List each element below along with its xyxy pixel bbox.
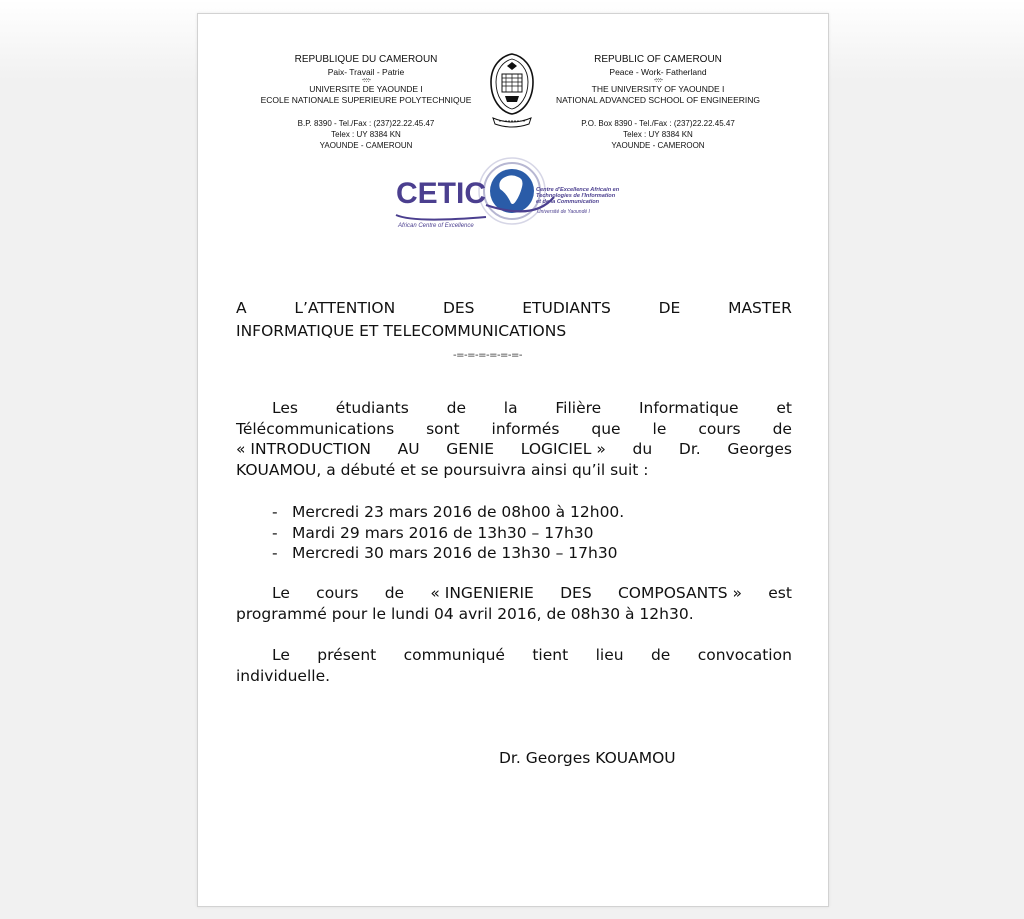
word: de <box>446 399 466 417</box>
schedule-list <box>272 502 828 564</box>
word: présent <box>317 646 377 664</box>
word: de <box>384 584 405 602</box>
word: de <box>772 419 792 438</box>
header-left-motto: Paix- Travail - Patrie <box>327 67 405 77</box>
logo-name: CETIC <box>396 177 486 210</box>
word: Le <box>272 584 290 602</box>
title-word: MASTER <box>728 299 792 317</box>
word: sont <box>426 419 460 438</box>
header-right-motto: Peace - Work- Fatherland <box>609 67 707 77</box>
title-word: DE <box>658 299 681 317</box>
title-word: ETUDIANTS <box>522 299 611 317</box>
header-left <box>236 52 496 151</box>
header-right-school: NATIONAL ADVANCED SCHOOL OF ENGINEERING <box>555 95 761 105</box>
title-word: DES <box>442 299 475 317</box>
logo-desc-1: Centre d'Excellence Africain en <box>536 187 620 193</box>
word: lieu <box>595 646 624 664</box>
header-left-school: ECOLE NATIONALE SUPERIEURE POLYTECHNIQUE <box>260 95 472 105</box>
title-ornament: -=-=-=-=-=-=- <box>453 350 523 361</box>
header-right-university: THE UNIVERSITY OF YAOUNDE I <box>591 84 725 94</box>
cetic-logo <box>394 157 654 229</box>
word: Dr. <box>678 440 701 458</box>
word: communiqué <box>403 646 505 664</box>
logo-desc-4: Université de Yaoundé I <box>537 209 590 215</box>
paragraph-course <box>236 583 792 624</box>
logo-desc-3: et de la Communication <box>536 199 600 205</box>
document-page <box>197 13 829 907</box>
logo-desc-2: Technologies de l'Information <box>536 193 616 199</box>
paragraph-intro-last-line: KOUAMOU, a débuté et se poursuivra ainsi qu’il suit : <box>236 460 649 479</box>
header-right-separator: -:-:-:- <box>653 77 663 84</box>
header-left-address-2: Telex : UY 8384 KN <box>331 130 401 139</box>
word: Le <box>272 646 290 664</box>
word: LOGICIEL » <box>520 440 606 458</box>
word: Les <box>272 399 298 417</box>
word: Georges <box>727 440 792 458</box>
header-right-address-2: Telex : UY 8384 KN <box>623 130 693 139</box>
paragraph-course-last-line: programmé pour le lundi 04 avril 2016, de 08h30 à 12h30. <box>236 604 694 623</box>
header-left-country: REPUBLIQUE DU CAMEROUN <box>294 54 438 65</box>
signature: Dr. Georges KOUAMOU <box>499 749 676 767</box>
header-left-address-1: B.P. 8390 - Tel./Fax : (237)22.22.45.47 <box>297 119 435 128</box>
paragraph-intro <box>236 398 792 480</box>
word: du <box>632 440 653 458</box>
word: AU <box>397 440 420 458</box>
header-left-address-3: YAOUNDE - CAMEROUN <box>319 141 413 150</box>
word: « INGENIERIE <box>430 584 534 602</box>
title-word: A <box>236 299 247 317</box>
word: COMPOSANTS » <box>617 584 742 602</box>
word: étudiants <box>335 399 409 417</box>
university-seal-icon <box>487 52 537 130</box>
word: Informatique <box>638 399 739 417</box>
notice-title <box>236 297 792 343</box>
word: Filière <box>555 399 602 417</box>
word: informés <box>491 419 560 438</box>
word: et <box>776 399 792 417</box>
schedule-item: Mercredi 23 mars 2016 de 08h00 à 12h00. <box>292 503 625 521</box>
title-word: L’ATTENTION <box>294 299 396 317</box>
word: de <box>650 646 671 664</box>
word: le <box>652 419 667 438</box>
word: convocation <box>697 646 792 664</box>
word: est <box>768 584 792 602</box>
paragraph-convocation-last-line: individuelle. <box>236 666 331 685</box>
schedule-item: Mardi 29 mars 2016 de 13h30 – 17h30 <box>292 523 594 542</box>
logo-tagline: African Centre of Excellence <box>398 223 474 229</box>
schedule-item: Mercredi 30 mars 2016 de 13h30 – 17h30 <box>292 544 618 562</box>
word: GENIE <box>446 440 495 458</box>
header-left-university: UNIVERSITE DE YAOUNDE I <box>309 84 423 94</box>
header-left-separator: -:-:-:- <box>361 77 371 84</box>
list-item: - Mercredi 23 mars 2016 de 08h00 à 12h00. <box>272 503 625 521</box>
list-item: - Mercredi 30 mars 2016 de 13h30 – 17h30 <box>272 544 618 562</box>
word: Télécommunications <box>236 419 395 438</box>
word: DES <box>560 584 592 602</box>
word: la <box>503 399 518 417</box>
paragraph-convocation <box>236 645 792 686</box>
word: cours <box>698 419 741 438</box>
header-right <box>538 52 778 151</box>
header-right-address-1: P.O. Box 8390 - Tel./Fax : (237)22.22.45.47 <box>581 119 735 128</box>
word: cours <box>316 584 359 602</box>
title-line-2: INFORMATIQUE ET TELECOMMUNICATIONS <box>236 322 567 340</box>
header-right-country: REPUBLIC OF CAMEROUN <box>594 54 722 65</box>
word: tient <box>532 646 569 664</box>
header-right-address-3: YAOUNDE - CAMEROON <box>611 141 705 150</box>
word: que <box>591 419 621 438</box>
word: « INTRODUCTION <box>236 440 371 458</box>
list-item: - Mardi 29 mars 2016 de 13h30 – 17h30 <box>272 523 594 542</box>
